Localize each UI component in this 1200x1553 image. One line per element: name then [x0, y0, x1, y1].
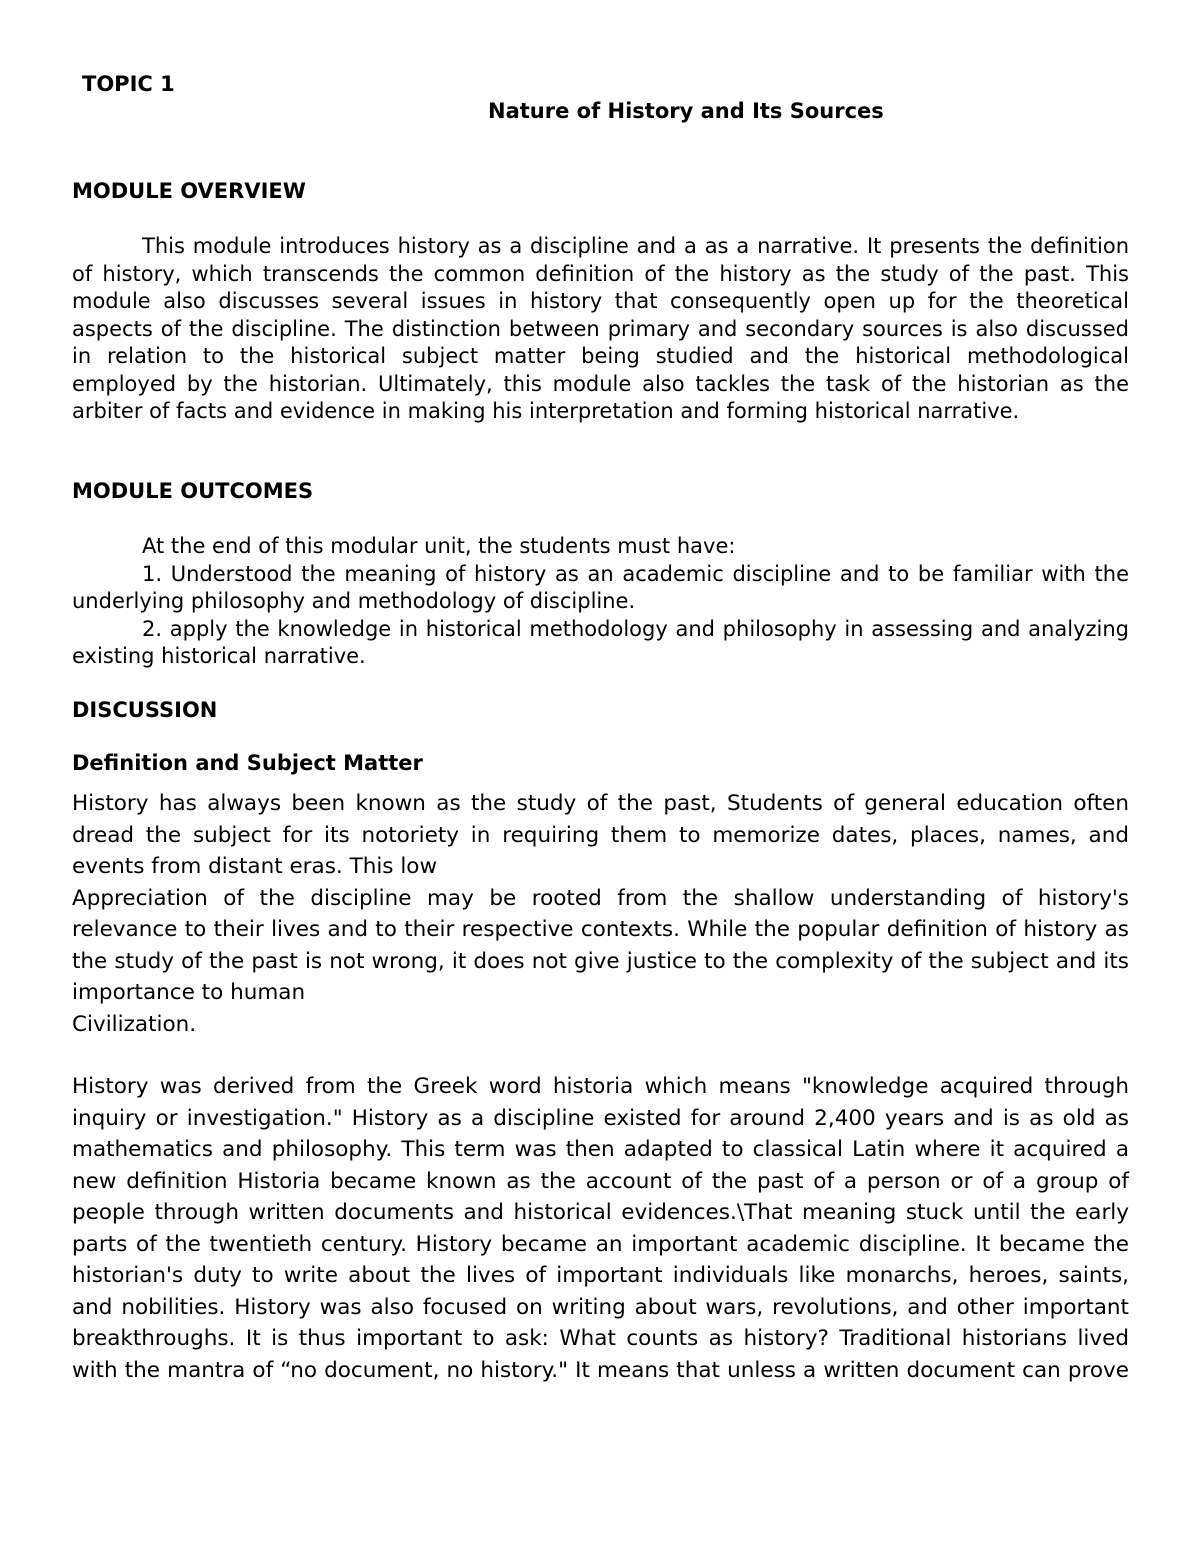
- discussion-paragraph-1a: History has always been known as the study of the past, Students of general education often dread the subject for its notoriety in requiring them to memorize dates, places, names, and events from distant eras. This low: [72, 791, 1129, 879]
- discussion-paragraph-2: History was derived from the Greek word historia which means "knowledge acquired through inquiry or investigation." History as a discipline existed for around 2,400 years and is as old as mathematics and philosophy. This term was then adapted to classical Latin where it acquired a new definition Historia became known as the account of the past of a person or of a group of people through written documents and historical evidences.\That meaning stuck until the early parts of the twentieth century. History became an important academic discipline. It became the historian's duty to write about the lives of important individuals like monarchs, heroes, saints, and nobilities. History was also focused on writing about wars, revolutions, and other important breakthroughs. It is thus important to ask: What counts as history? Traditional historians lived with the mantra of “no document, no history." It means that unless a written document can prove: [72, 1074, 1129, 1383]
- discussion-paragraph-1c: Civilization.: [72, 1011, 197, 1037]
- module-overview-section: [72, 178, 1129, 426]
- module-overview-text: This module introduces history as a discipline and a as a narrative. It presents the definition of history, which transcends the common definition of the history as the study of the past. This module also discusses several issues in history that consequently open up for the theoretical aspects of the discipline. The distinction between primary and secondary sources is also discussed in relation to the historical subject matter being studied and the historical methodological employed by the historian. Ultimately, this module also tackles the task of the historian as the arbiter of facts and evidence in making his interpretation and forming historical narrative.: [72, 234, 1129, 423]
- discussion-section: [72, 697, 1129, 1386]
- module-overview-heading: MODULE OVERVIEW: [72, 179, 306, 203]
- topic-label: TOPIC 1: [82, 72, 175, 96]
- module-outcomes-heading: MODULE OUTCOMES: [72, 479, 314, 503]
- outcome-item-2: 2. apply the knowledge in historical methodology and philosophy in assessing and analyzing existing historical narrative.: [72, 616, 1129, 668]
- outcomes-intro: At the end of this modular unit, the students must have:: [142, 534, 736, 558]
- discussion-paragraph-1b: Appreciation of the discipline may be rooted from the shallow understanding of history's relevance to their lives and to their respective contexts. While the popular definition of history as the study of the past is not wrong, it does not give justice to the complexity of the subject and its importance to human: [72, 885, 1129, 1005]
- discussion-heading: DISCUSSION: [72, 698, 218, 722]
- document-title: Nature of History and Its Sources: [488, 99, 884, 123]
- outcome-item-1: 1. Understood the meaning of history as an academic discipline and to be familiar with the underlying philosophy and methodology of discipline.: [72, 561, 1129, 613]
- module-outcomes-section: [72, 478, 1129, 671]
- definition-subheading: Definition and Subject Matter: [72, 751, 423, 775]
